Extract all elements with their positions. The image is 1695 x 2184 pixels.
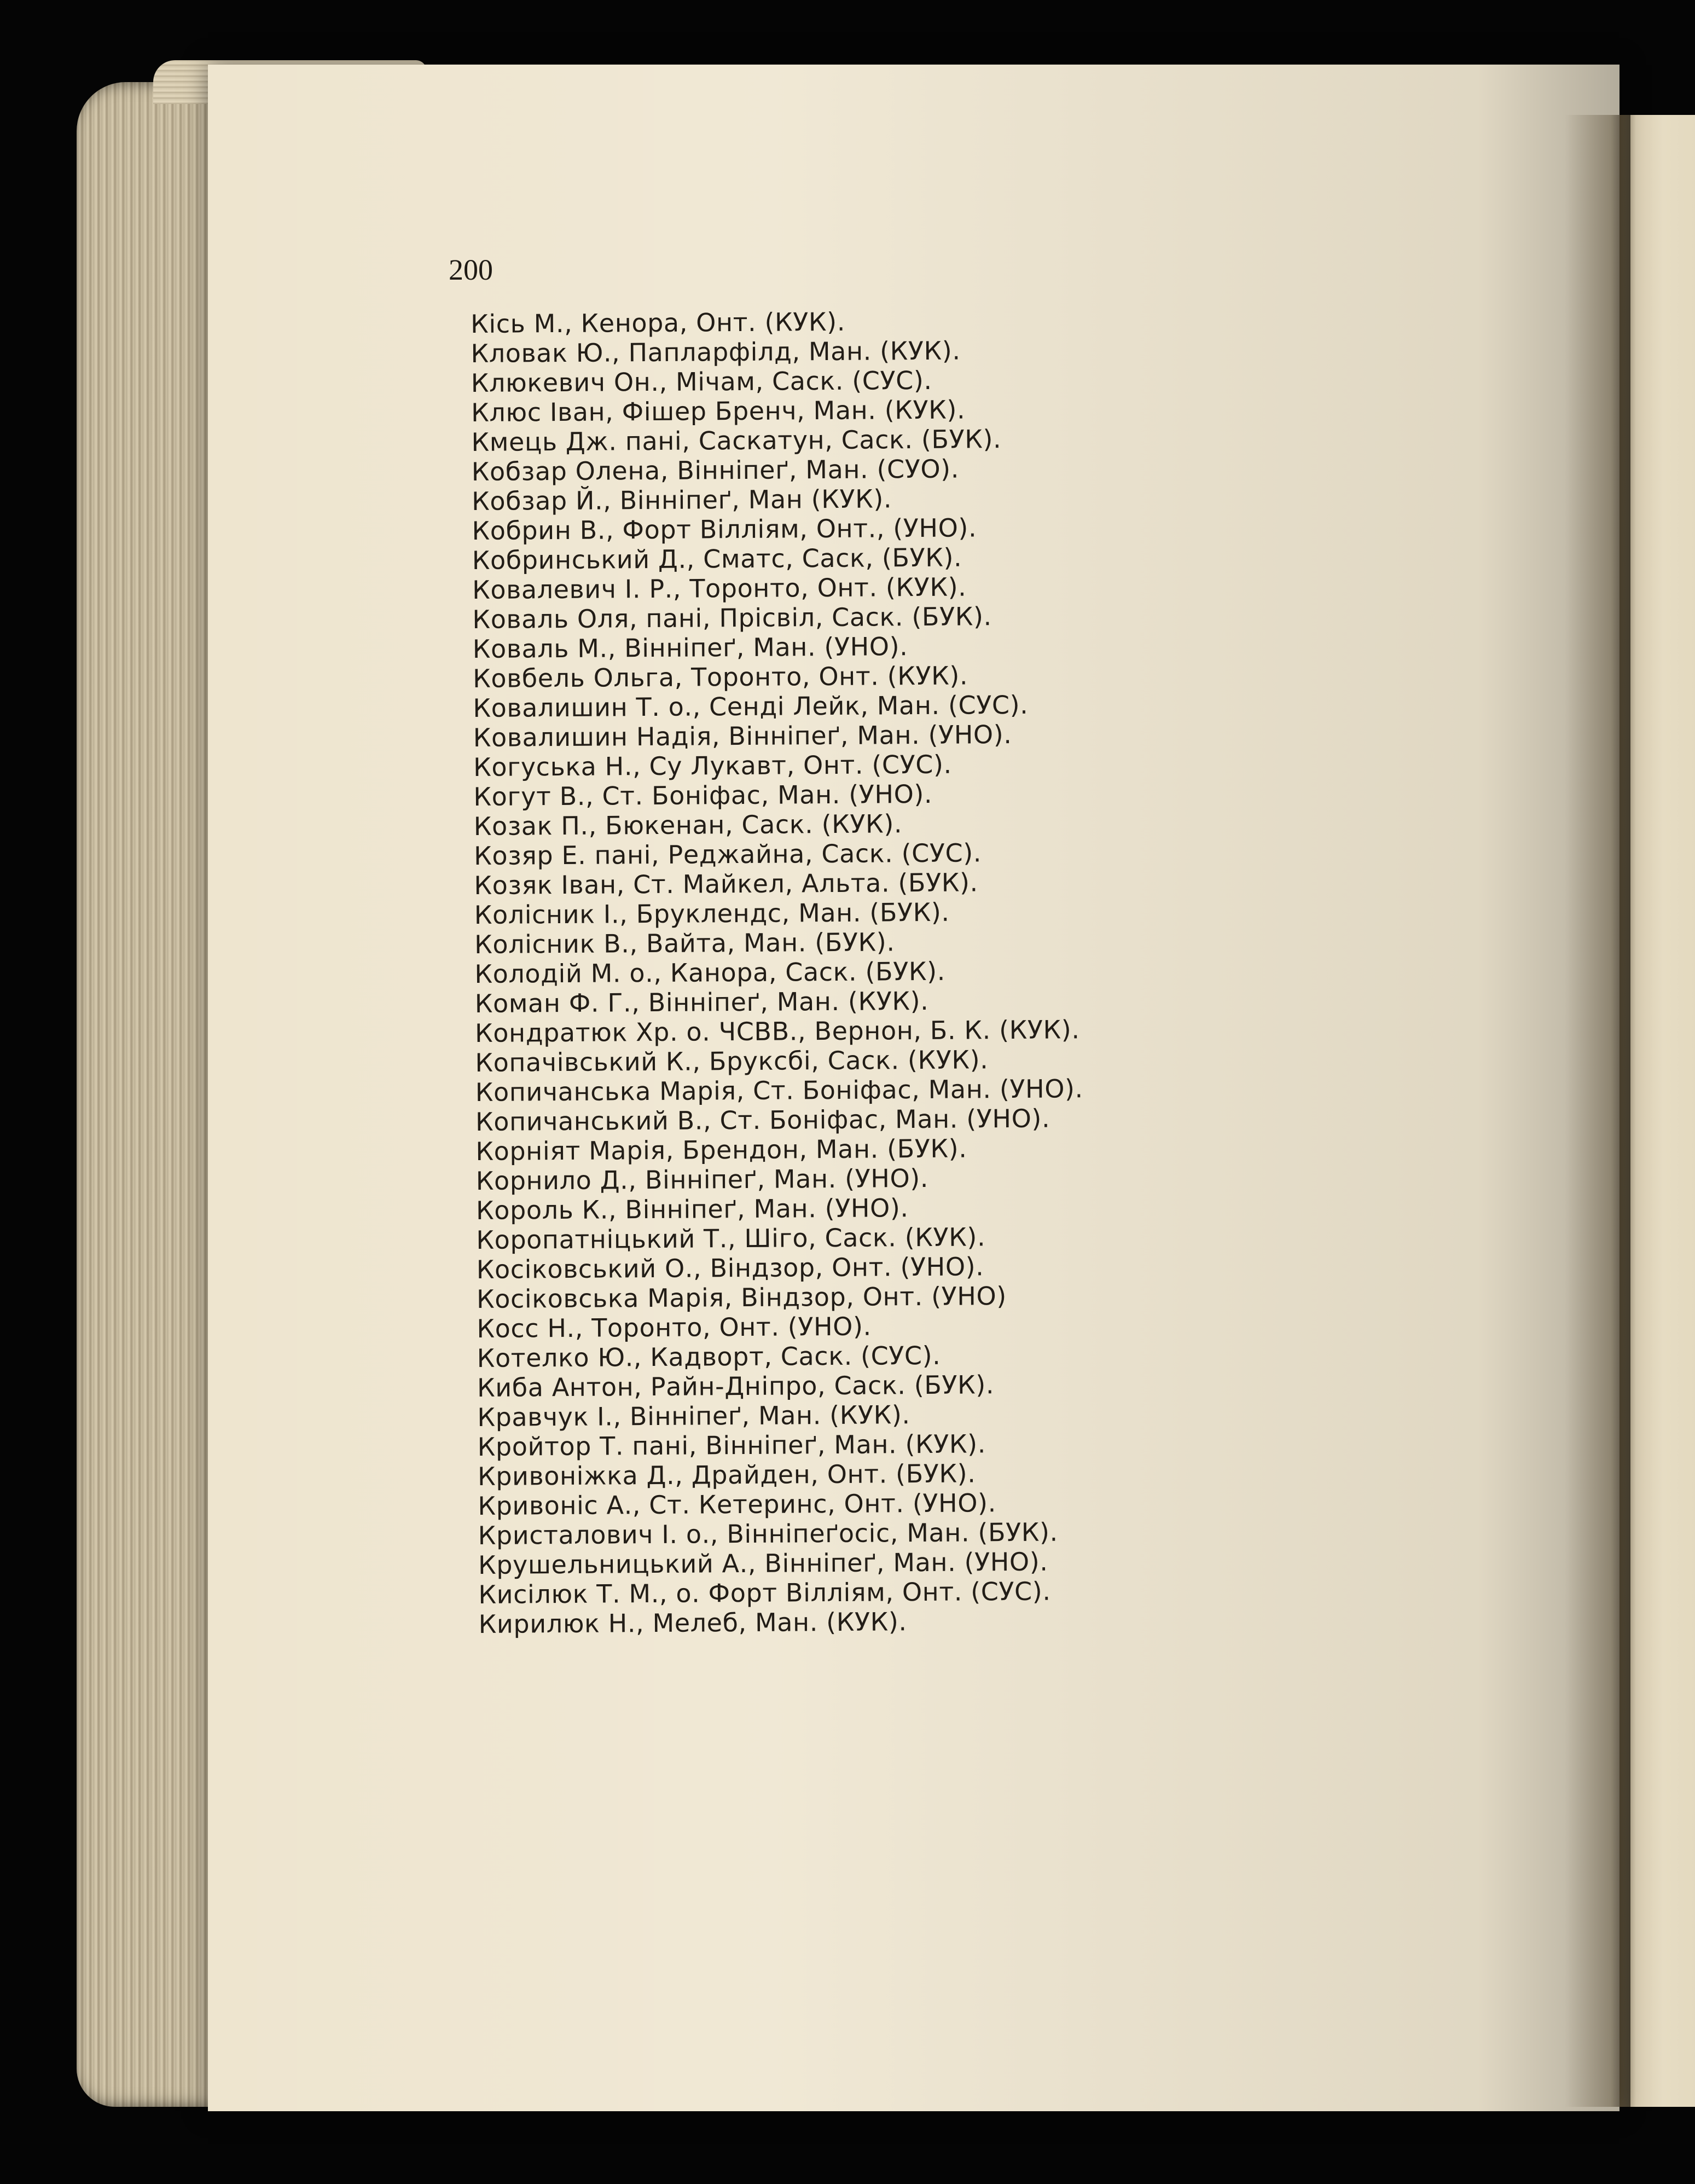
list-item: Копачівський К., Бруксбі, Саск. (КУК). — [475, 1045, 989, 1077]
list-item: Косс Н., Торонто, Онт. (УНО). — [477, 1311, 872, 1343]
list-item: Кристалович І. о., Вінніпеґосіс, Ман. (БУК). — [478, 1517, 1058, 1550]
list-item: Ковалевич І. Р., Торонто, Онт. (КУК). — [472, 572, 967, 605]
list-item: Котелко Ю., Кадворт, Саск. (СУС). — [477, 1340, 941, 1373]
list-item: Корніят Марія, Брендон, Ман. (БУК). — [475, 1133, 967, 1166]
list-item: Когут В., Ст. Боніфас, Ман. (УНО). — [473, 779, 933, 812]
book-gutter — [1565, 115, 1630, 2107]
list-item: Кмець Дж. пані, Саскатун, Саск. (БУК). — [471, 424, 1002, 457]
list-item: Копичанська Марія, Ст. Боніфас, Ман. (УНО). — [475, 1074, 1083, 1107]
list-item: Кловак Ю., Папларфілд, Ман. (КУК). — [471, 335, 961, 368]
list-item: Копичанський В., Ст. Боніфас, Ман. (УНО). — [475, 1103, 1050, 1137]
list-item: Кондратюк Хр. о. ЧСВВ., Вернон, Б. К. (КУК). — [474, 1015, 1080, 1048]
list-item: Ковалишин Т. о., Сенді Лейк, Ман. (СУС). — [473, 690, 1029, 723]
page-number: 200 — [449, 253, 493, 286]
list-item: Кобзар Олена, Вінніпеґ, Ман. (СУО). — [471, 454, 960, 486]
list-item: Колодій М. о., Канора, Саск. (БУК). — [474, 956, 946, 989]
list-item: Клюкевич Он., Мічам, Саск. (СУС). — [471, 365, 932, 398]
list-item: Коваль М., Вінніпеґ, Ман. (УНО). — [472, 632, 908, 664]
list-item: Кривоніс А., Ст. Кетеринс, Онт. (УНО). — [478, 1488, 997, 1521]
list-item: Кобринський Д., Сматс, Саск, (БУК). — [472, 542, 962, 575]
list-item: Коваль Оля, пані, Прісвіл, Саск. (БУК). — [472, 601, 992, 634]
list-item: Король К., Вінніпеґ, Ман. (УНО). — [475, 1193, 909, 1225]
list-item: Козяк Іван, Ст. Майкел, Альта. (БУК). — [474, 867, 978, 900]
list-item: Когуська Н., Су Лукавт, Онт. (СУС). — [473, 749, 952, 782]
list-item: Кисілюк Т. М., о. Форт Вілліям, Онт. (СУС). — [478, 1576, 1051, 1609]
list-item: Косіковська Марія, Віндзор, Онт. (УНО) — [476, 1281, 1007, 1314]
list-item: Кравчук І., Вінніпеґ, Ман. (КУК). — [477, 1400, 910, 1432]
list-item: Кривоніжка Д., Драйден, Онт. (БУК). — [477, 1458, 976, 1491]
list-item: Козак П., Бюкенан, Саск. (КУК). — [473, 809, 903, 841]
list-item: Коропатніцький Т., Шіго, Саск. (КУК). — [476, 1222, 986, 1255]
list-item: Ковбель Ольга, Торонто, Онт. (КУК). — [472, 661, 968, 693]
list-item: Клюс Іван, Фішер Бренч, Ман. (КУК). — [471, 395, 966, 427]
list-item: Корнило Д., Вінніпеґ, Ман. (УНО). — [475, 1163, 929, 1196]
list-item: Кирилюк Н., Мелеб, Ман. (КУК). — [478, 1607, 907, 1639]
list-item: Коман Ф. Г., Вінніпеґ, Ман. (КУК). — [474, 986, 929, 1018]
list-item: Киба Антон, Райн-Дніпро, Саск. (БУК). — [477, 1370, 995, 1403]
list-item: Козяр Е. пані, Реджайна, Саск. (СУС). — [473, 838, 982, 871]
list-item: Крушельницький А., Вінніпеґ, Ман. (УНО). — [478, 1546, 1048, 1580]
list-item: Кісь М., Кенора, Онт. (КУК). — [471, 306, 846, 339]
list-item: Ковалишин Надія, Вінніпеґ, Ман. (УНО). — [473, 719, 1012, 752]
list-item: Кройтор Т. пані, Вінніпеґ, Ман. (КУК). — [477, 1429, 986, 1462]
list-item: Кобзар Й., Вінніпеґ, Ман (КУК). — [471, 484, 892, 516]
facing-page — [1619, 115, 1695, 2107]
list-item: Кобрин В., Форт Вілліям, Онт., (УНО). — [472, 513, 977, 546]
list-item: Колісник І., Бруклендс, Ман. (БУК). — [474, 897, 950, 930]
entry-list — [471, 305, 1087, 1639]
list-item: Колісник В., Вайта, Ман. (БУК). — [474, 927, 895, 959]
list-item: Косіковський О., Віндзор, Онт. (УНО). — [476, 1252, 984, 1284]
